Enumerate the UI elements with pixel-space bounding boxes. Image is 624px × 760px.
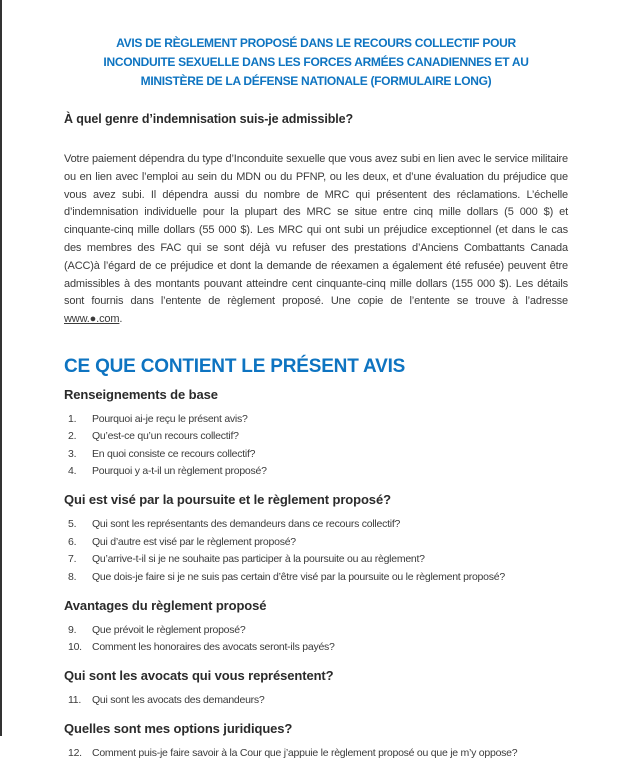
section-heading: Qui sont les avocats qui vous représentent? <box>64 668 334 684</box>
toc-item-text: Que dois-je faire si je ne suis pas certain d’être visé par la poursuite ou le règlement proposé? <box>92 570 505 583</box>
toc-list <box>64 693 568 707</box>
section-legal-options <box>64 721 568 760</box>
toc-list <box>64 412 568 479</box>
toc-item-number: 7. <box>68 553 77 566</box>
toc-item <box>64 447 568 461</box>
toc-item <box>64 552 568 566</box>
toc-item-text: En quoi consiste ce recours collectif? <box>92 447 256 460</box>
toc-list <box>64 746 568 760</box>
toc-heading: CE QUE CONTIENT LE PRÉSENT AVIS <box>64 355 406 377</box>
toc-item <box>64 412 568 426</box>
toc-item-number: 10. <box>68 641 82 654</box>
section-heading: Qui est visé par la poursuite et le règlement proposé? <box>64 492 391 508</box>
toc-item-number: 2. <box>68 430 77 443</box>
toc-item-number: 8. <box>68 570 77 583</box>
toc-item-number: 5. <box>68 518 77 531</box>
page-title-line-2: INCONDUITE SEXUELLE DANS LES FORCES ARMÉES CANADIENNES ET AU <box>103 55 529 69</box>
toc-item-number: 3. <box>68 447 77 460</box>
intro-paragraph-text: Votre paiement dépendra du type d’Inconduite sexuelle que vous avez subi en lien avec le service militaire ou en lien avec l’emploi au sein du MDN ou du PFNP, ou les deux, et d’une évaluation du préjudice que vous avez subi. Il dépendra aussi du nombre de MRC qui présentent des réclamations. L’échelle d’indemnisation individuelle pour la plupart des MRC se situe entre cinq mille dollars (5 000 $) et cinquante-cinq mille dollars (55 000 $). Les MRC qui ont subi un préjudice exceptionnel (et dans le cas des membres des FAC qui se sont déjà vu refuser des prestations d’Anciens Combattants Canada (ACC)à l’égard de ce préjudice et dont la demande de réexamen a également été refusée) peuvent être admissibles à des montants pouvant atteindre cent cinquante-cinq mille dollars (155 000 $). Les détails sont fournis dans l’entente de règlement proposé. Une copie de l’entente se trouve à l’adresse <box>64 153 568 308</box>
toc-item-text: Qu’arrive-t-il si je ne souhaite pas participer à la poursuite ou au règlement? <box>92 553 425 566</box>
page-title <box>68 34 564 91</box>
section-basic-info <box>64 387 568 479</box>
question-heading: À quel genre d’indemnisation suis-je admissible? <box>64 112 354 126</box>
page-title-line-3: MINISTÈRE DE LA DÉFENSE NATIONALE (FORMULAIRE LONG) <box>140 74 492 88</box>
toc-item-number: 11. <box>68 694 82 707</box>
toc-item-text: Comment puis-je faire savoir à la Cour que j’appuie le règlement proposé ou que je m’y oppose? <box>92 747 518 760</box>
toc-item-text: Qu’est-ce qu’un recours collectif? <box>92 430 239 443</box>
toc-item-text: Qui sont les représentants des demandeurs dans ce recours collectif? <box>92 518 401 531</box>
section-who-is-covered <box>64 492 568 584</box>
toc-item-number: 1. <box>68 412 77 425</box>
toc-item <box>64 623 568 637</box>
toc-item <box>64 517 568 531</box>
toc-item-text: Qui sont les avocats des demandeurs? <box>92 694 265 707</box>
toc-item-text: Pourquoi y a-t-il un règlement proposé? <box>92 465 267 478</box>
section-your-lawyers <box>64 668 568 707</box>
section-heading: Avantages du règlement proposé <box>64 597 267 613</box>
toc-item-text: Que prévoit le règlement proposé? <box>92 623 246 636</box>
toc-item <box>64 429 568 443</box>
section-heading: Renseignements de base <box>64 386 218 402</box>
toc-item <box>64 693 568 707</box>
page-title-line-1: AVIS DE RÈGLEMENT PROPOSÉ DANS LE RECOURS COLLECTIF POUR <box>116 36 516 50</box>
toc-item <box>64 570 568 584</box>
section-heading: Quelles sont mes options juridiques? <box>64 721 293 737</box>
toc-item-number: 9. <box>68 623 77 636</box>
notice-document <box>2 0 624 760</box>
toc-item-number: 12. <box>68 747 82 760</box>
toc-item <box>64 640 568 654</box>
toc-item <box>64 464 568 478</box>
section-settlement-benefits <box>64 598 568 655</box>
toc-item-text: Comment les honoraires des avocats seront-ils payés? <box>92 641 335 654</box>
toc-item <box>64 535 568 549</box>
toc-item-text: Qui d’autre est visé par le règlement proposé? <box>92 535 296 548</box>
toc-item <box>64 746 568 760</box>
intro-paragraph <box>64 151 568 329</box>
toc-item-text: Pourquoi ai-je reçu le présent avis? <box>92 412 248 425</box>
toc-item-number: 6. <box>68 535 77 548</box>
toc-list <box>64 517 568 584</box>
settlement-agreement-link[interactable]: www.●.com <box>64 313 120 326</box>
toc-item-number: 4. <box>68 465 77 478</box>
intro-paragraph-end: . <box>119 313 123 326</box>
toc-list <box>64 623 568 655</box>
